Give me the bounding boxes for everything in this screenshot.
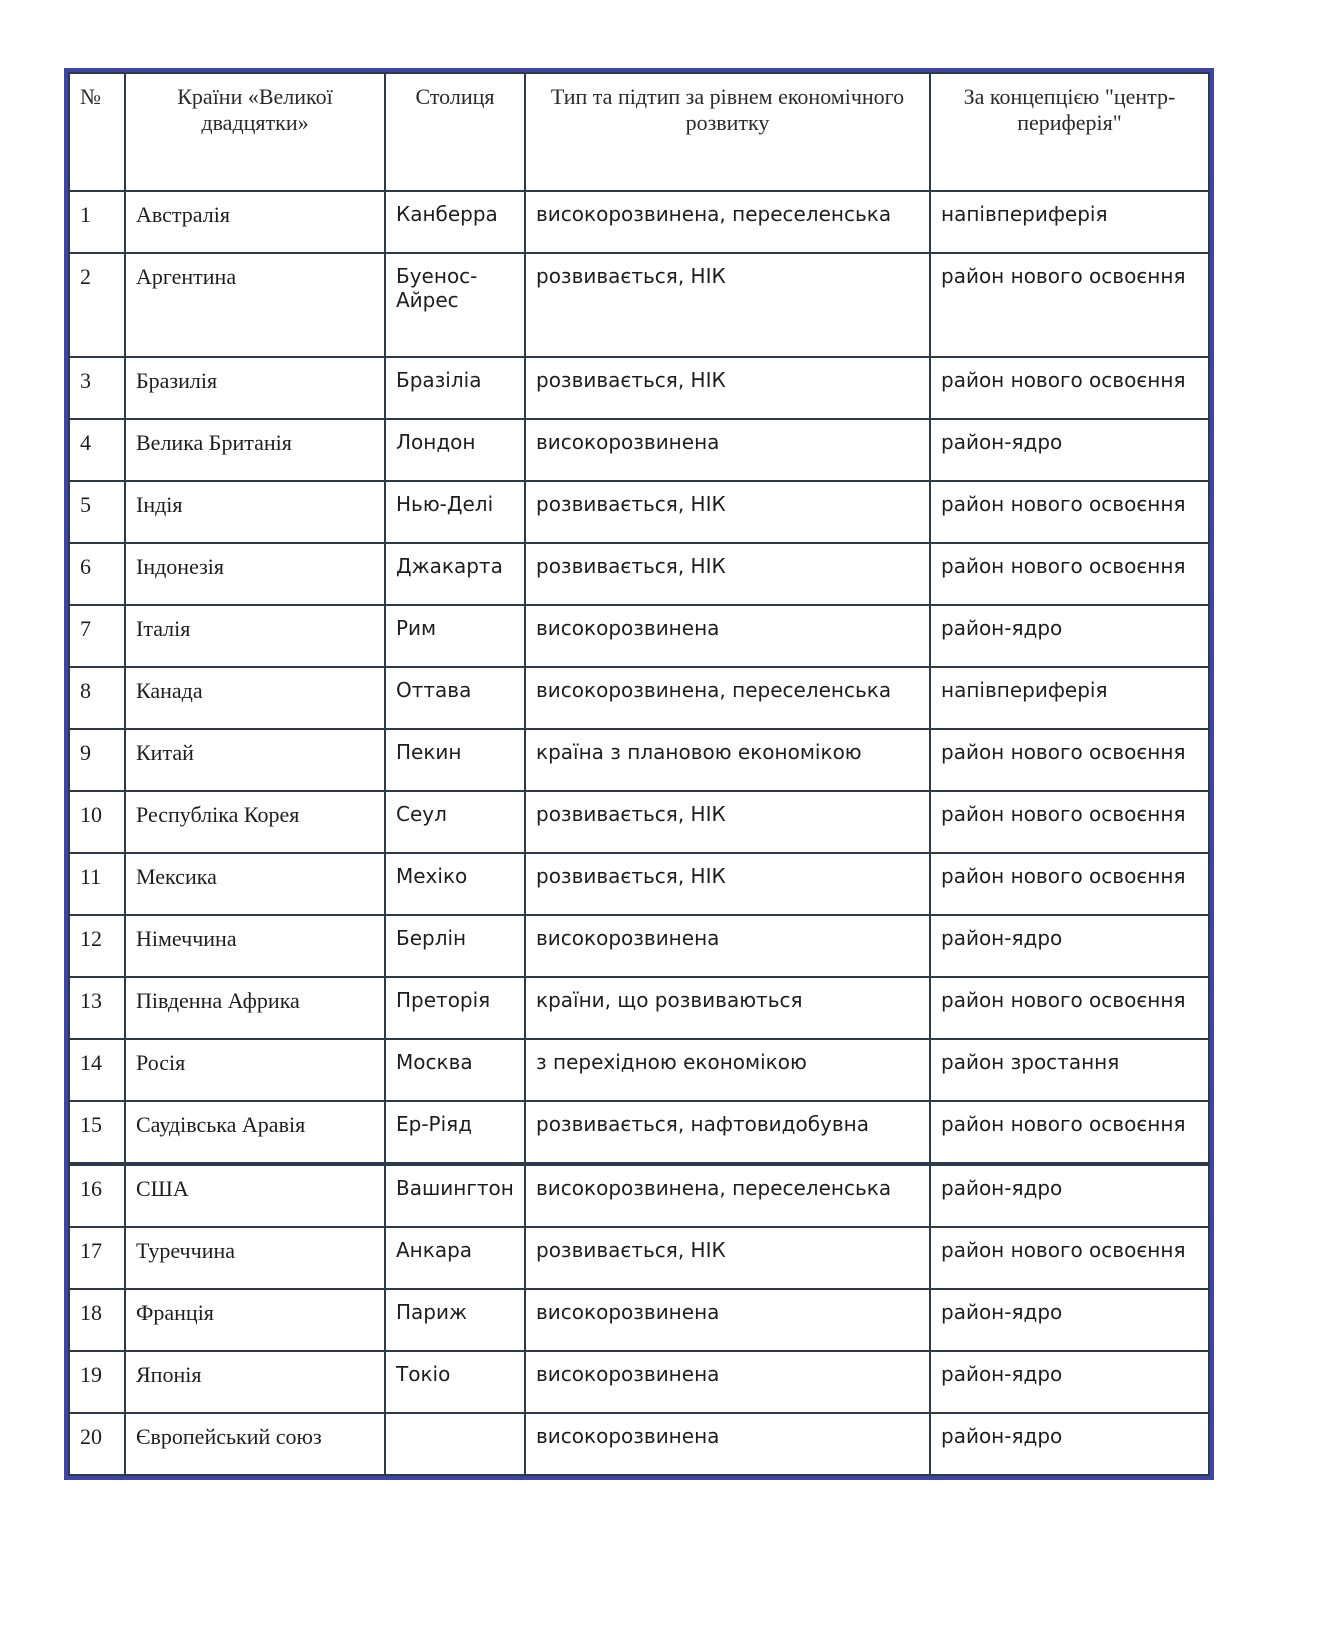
center-periphery-cell: район нового освоєння [930, 543, 1209, 605]
economic-type-cell: з перехідною економікою [525, 1039, 930, 1101]
country-cell: США [125, 1164, 385, 1227]
capital-cell: Оттава [385, 667, 525, 729]
row-number: 11 [69, 853, 125, 915]
table-row [69, 191, 1209, 253]
row-number: 13 [69, 977, 125, 1039]
capital-cell: Рим [385, 605, 525, 667]
table-row [69, 543, 1209, 605]
country-cell: Німеччина [125, 915, 385, 977]
capital-cell: Лондон [385, 419, 525, 481]
country-cell: Велика Британія [125, 419, 385, 481]
country-cell: Європейський союз [125, 1413, 385, 1475]
country-cell: Італія [125, 605, 385, 667]
row-number: 3 [69, 357, 125, 419]
country-cell: Республіка Корея [125, 791, 385, 853]
header-country: Країни «Великої двадцятки» [125, 73, 385, 191]
table-row [69, 1351, 1209, 1413]
table-header-row [69, 73, 1209, 191]
center-periphery-cell: район нового освоєння [930, 853, 1209, 915]
table-row [69, 791, 1209, 853]
table-row [69, 1039, 1209, 1101]
table-row [69, 667, 1209, 729]
center-periphery-cell: напівпериферія [930, 667, 1209, 729]
capital-cell: Нью-Делі [385, 481, 525, 543]
economic-type-cell: високорозвинена, переселенська [525, 667, 930, 729]
country-cell: Росія [125, 1039, 385, 1101]
row-number: 5 [69, 481, 125, 543]
capital-cell: Сеул [385, 791, 525, 853]
center-periphery-cell: район зростання [930, 1039, 1209, 1101]
economic-type-cell: розвивається, НІК [525, 543, 930, 605]
capital-cell: Ер-Ріяд [385, 1101, 525, 1164]
economic-type-cell: країна з плановою економікою [525, 729, 930, 791]
g20-table [68, 72, 1210, 1476]
economic-type-cell: високорозвинена [525, 915, 930, 977]
row-number: 19 [69, 1351, 125, 1413]
row-number: 4 [69, 419, 125, 481]
header-capital: Столиця [385, 73, 525, 191]
table-row [69, 253, 1209, 357]
country-cell: Аргентина [125, 253, 385, 357]
economic-type-cell: розвивається, НІК [525, 357, 930, 419]
country-cell: Туреччина [125, 1227, 385, 1289]
country-cell: Індонезія [125, 543, 385, 605]
row-number: 14 [69, 1039, 125, 1101]
table-row [69, 481, 1209, 543]
capital-cell: Токіо [385, 1351, 525, 1413]
header-num: № [69, 73, 125, 191]
capital-cell: Берлін [385, 915, 525, 977]
center-periphery-cell: район-ядро [930, 1164, 1209, 1227]
center-periphery-cell: район нового освоєння [930, 977, 1209, 1039]
table-row [69, 1413, 1209, 1475]
country-cell: Японія [125, 1351, 385, 1413]
row-number: 18 [69, 1289, 125, 1351]
row-number: 10 [69, 791, 125, 853]
country-cell: Південна Африка [125, 977, 385, 1039]
center-periphery-cell: напівпериферія [930, 191, 1209, 253]
economic-type-cell: високорозвинена [525, 1413, 930, 1475]
capital-cell: Пекин [385, 729, 525, 791]
center-periphery-cell: район нового освоєння [930, 481, 1209, 543]
row-number: 17 [69, 1227, 125, 1289]
row-number: 16 [69, 1164, 125, 1227]
header-center-periphery: За концепцією "центр-периферія" [930, 73, 1209, 191]
capital-cell: Анкара [385, 1227, 525, 1289]
row-number: 8 [69, 667, 125, 729]
table-row [69, 419, 1209, 481]
table-row [69, 357, 1209, 419]
center-periphery-cell: район нового освоєння [930, 1101, 1209, 1164]
table-row [69, 853, 1209, 915]
center-periphery-cell: район нового освоєння [930, 253, 1209, 357]
economic-type-cell: високорозвинена [525, 605, 930, 667]
center-periphery-cell: район нового освоєння [930, 729, 1209, 791]
table-row [69, 977, 1209, 1039]
economic-type-cell: високорозвинена [525, 1289, 930, 1351]
capital-cell: Париж [385, 1289, 525, 1351]
table-body [69, 191, 1209, 1475]
center-periphery-cell: район-ядро [930, 1413, 1209, 1475]
economic-type-cell: розвивається, нафтовидобувна [525, 1101, 930, 1164]
row-number: 20 [69, 1413, 125, 1475]
economic-type-cell: розвивається, НІК [525, 853, 930, 915]
row-number: 6 [69, 543, 125, 605]
economic-type-cell: високорозвинена, переселенська [525, 1164, 930, 1227]
economic-type-cell: високорозвинена [525, 1351, 930, 1413]
economic-type-cell: країни, що розвиваються [525, 977, 930, 1039]
table-row [69, 1227, 1209, 1289]
capital-cell [385, 1413, 525, 1475]
center-periphery-cell: район-ядро [930, 1289, 1209, 1351]
country-cell: Китай [125, 729, 385, 791]
table-row [69, 1101, 1209, 1164]
country-cell: Канада [125, 667, 385, 729]
row-number: 9 [69, 729, 125, 791]
economic-type-cell: розвивається, НІК [525, 791, 930, 853]
g20-table-container [64, 68, 1214, 1480]
economic-type-cell: розвивається, НІК [525, 1227, 930, 1289]
country-cell: Бразилія [125, 357, 385, 419]
capital-cell: Москва [385, 1039, 525, 1101]
center-periphery-cell: район нового освоєння [930, 357, 1209, 419]
center-periphery-cell: район нового освоєння [930, 791, 1209, 853]
economic-type-cell: розвивається, НІК [525, 253, 930, 357]
economic-type-cell: високорозвинена [525, 419, 930, 481]
row-number: 12 [69, 915, 125, 977]
capital-cell: Джакарта [385, 543, 525, 605]
table-row [69, 605, 1209, 667]
center-periphery-cell: район-ядро [930, 605, 1209, 667]
row-number: 7 [69, 605, 125, 667]
center-periphery-cell: район-ядро [930, 1351, 1209, 1413]
capital-cell: Вашингтон [385, 1164, 525, 1227]
header-type: Тип та підтип за рівнем економічного розвитку [525, 73, 930, 191]
country-cell: Мексика [125, 853, 385, 915]
capital-cell: Буенос-Айрес [385, 253, 525, 357]
table-row [69, 1289, 1209, 1351]
economic-type-cell: розвивається, НІК [525, 481, 930, 543]
center-periphery-cell: район-ядро [930, 419, 1209, 481]
country-cell: Індія [125, 481, 385, 543]
economic-type-cell: високорозвинена, переселенська [525, 191, 930, 253]
country-cell: Саудівська Аравія [125, 1101, 385, 1164]
capital-cell: Преторія [385, 977, 525, 1039]
country-cell: Франція [125, 1289, 385, 1351]
table-row [69, 915, 1209, 977]
row-number: 1 [69, 191, 125, 253]
capital-cell: Мехіко [385, 853, 525, 915]
capital-cell: Бразіліа [385, 357, 525, 419]
row-number: 2 [69, 253, 125, 357]
center-periphery-cell: район-ядро [930, 915, 1209, 977]
center-periphery-cell: район нового освоєння [930, 1227, 1209, 1289]
capital-cell: Канберра [385, 191, 525, 253]
table-row [69, 1164, 1209, 1227]
country-cell: Австралія [125, 191, 385, 253]
table-row [69, 729, 1209, 791]
row-number: 15 [69, 1101, 125, 1164]
